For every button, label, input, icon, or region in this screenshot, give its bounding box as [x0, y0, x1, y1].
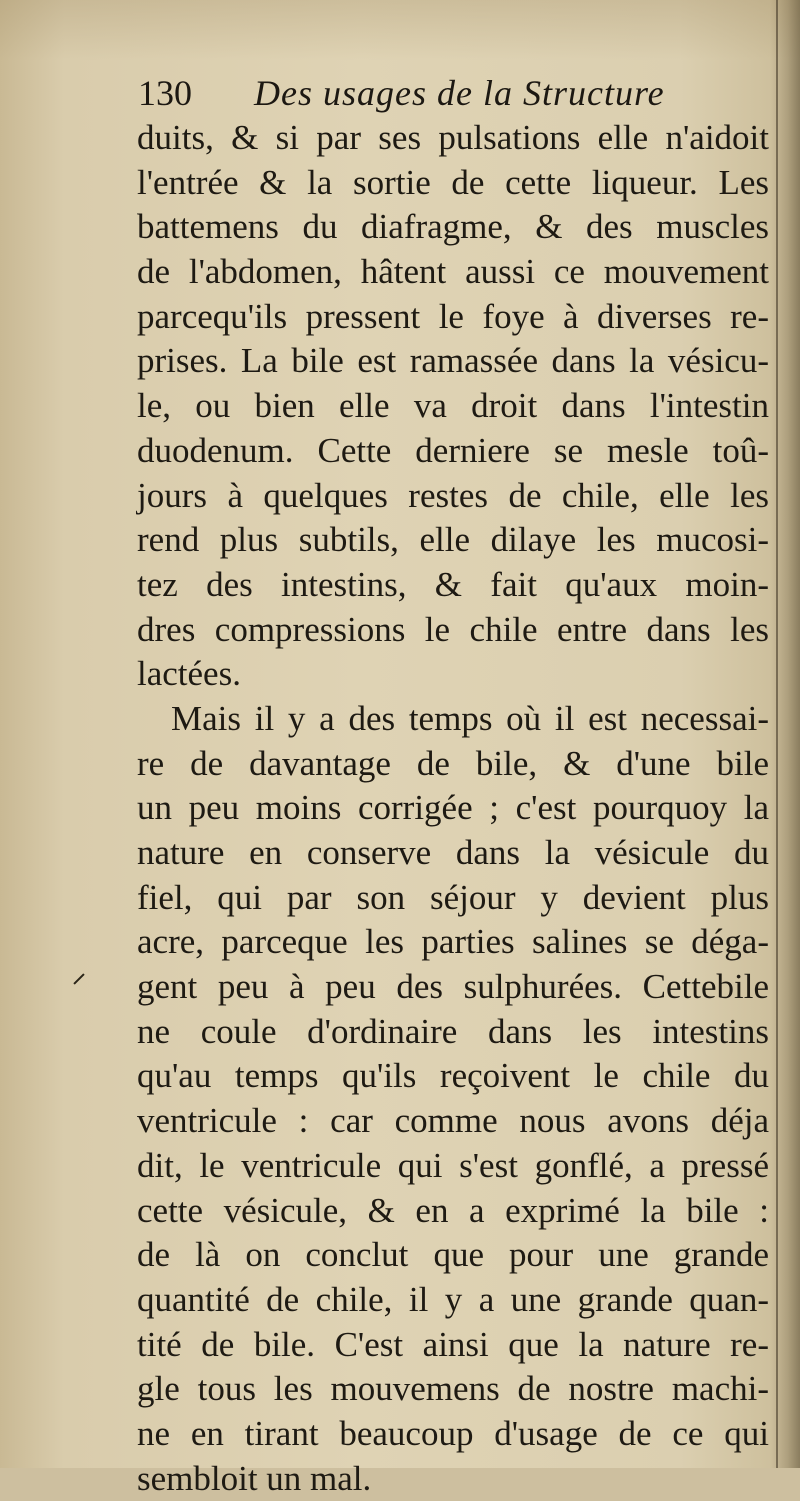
text-line: re de davantage de bile, & d'une bile: [137, 743, 769, 783]
text-line: sembloit un mal.: [137, 1458, 372, 1498]
text-line: parcequ'ils pressent le foye à diverses re-: [137, 296, 769, 336]
text-line: quantité de chile, il y a une grande quan-: [137, 1279, 769, 1319]
text-line: de là on conclut que pour une grande: [137, 1235, 769, 1275]
text-line: ventricule : car comme nous avons déja: [137, 1101, 769, 1141]
body-text: [137, 116, 769, 1501]
text-line: nature en conserve dans la vésicule du: [137, 833, 769, 872]
text-line: le, ou bien elle va droit dans l'intestin: [137, 386, 769, 426]
page-top-shading: [0, 0, 800, 60]
text-line: l'entrée & la sortie de cette liqueur. Les: [137, 162, 769, 202]
text-line: dit, le ventricule qui s'est gonflé, a pressé: [137, 1145, 769, 1185]
text-line: gle tous les mouvemens de nostre machi-: [137, 1369, 769, 1409]
text-line: battemens du diafragme, & des muscles: [137, 207, 769, 247]
text-line: un peu moins corrigée ; c'est pourquoy la: [137, 788, 769, 828]
text-line: dres compressions le chile entre dans les: [137, 609, 769, 649]
text-line: tez des intestins, & fait qu'aux moin-: [137, 564, 769, 604]
running-title: Des usages de la Structure: [254, 73, 665, 113]
page-edge-line: [776, 0, 778, 1468]
text-line: jours à quelques restes de chile, elle les: [137, 475, 769, 515]
text-line: acre, parceque les parties salines se déga-: [137, 922, 769, 962]
text-line: qu'au temps qu'ils reçoivent le chile du: [137, 1056, 769, 1096]
page-edge-shadow: [770, 0, 800, 1468]
text-line: lactées.: [137, 654, 241, 694]
text-line: Mais il y a des temps où il est necessai-: [171, 698, 769, 738]
paragraph-2: [137, 697, 769, 1501]
text-line: rend plus subtils, elle dilaye les mucosi-: [137, 520, 769, 560]
text-line: prises. La bile est ramassée dans la vésicu-: [137, 341, 769, 381]
text-line: cette vésicule, & en a exprimé la bile :: [137, 1190, 769, 1230]
text-line: gent peu à peu des sulphurées. Cettebile: [137, 967, 769, 1007]
text-line: ne en tirant beaucoup d'usage de ce qui: [137, 1413, 769, 1453]
text-line: de l'abdomen, hâtent aussi ce mouvement: [137, 252, 769, 292]
text-line: duits, & si par ses pulsations elle n'aidoit: [137, 118, 769, 157]
margin-mark: [73, 973, 84, 984]
text-line: ne coule d'ordinaire dans les intestins: [137, 1011, 769, 1051]
running-header: [138, 72, 698, 122]
text-line: tité de bile. C'est ainsi que la nature re-: [137, 1324, 769, 1364]
page-number: 130: [138, 73, 192, 113]
text-line: duodenum. Cette derniere se mesle toû-: [137, 430, 769, 470]
paragraph-1: [137, 116, 769, 697]
text-line: fiel, qui par son séjour y devient plus: [137, 877, 769, 917]
